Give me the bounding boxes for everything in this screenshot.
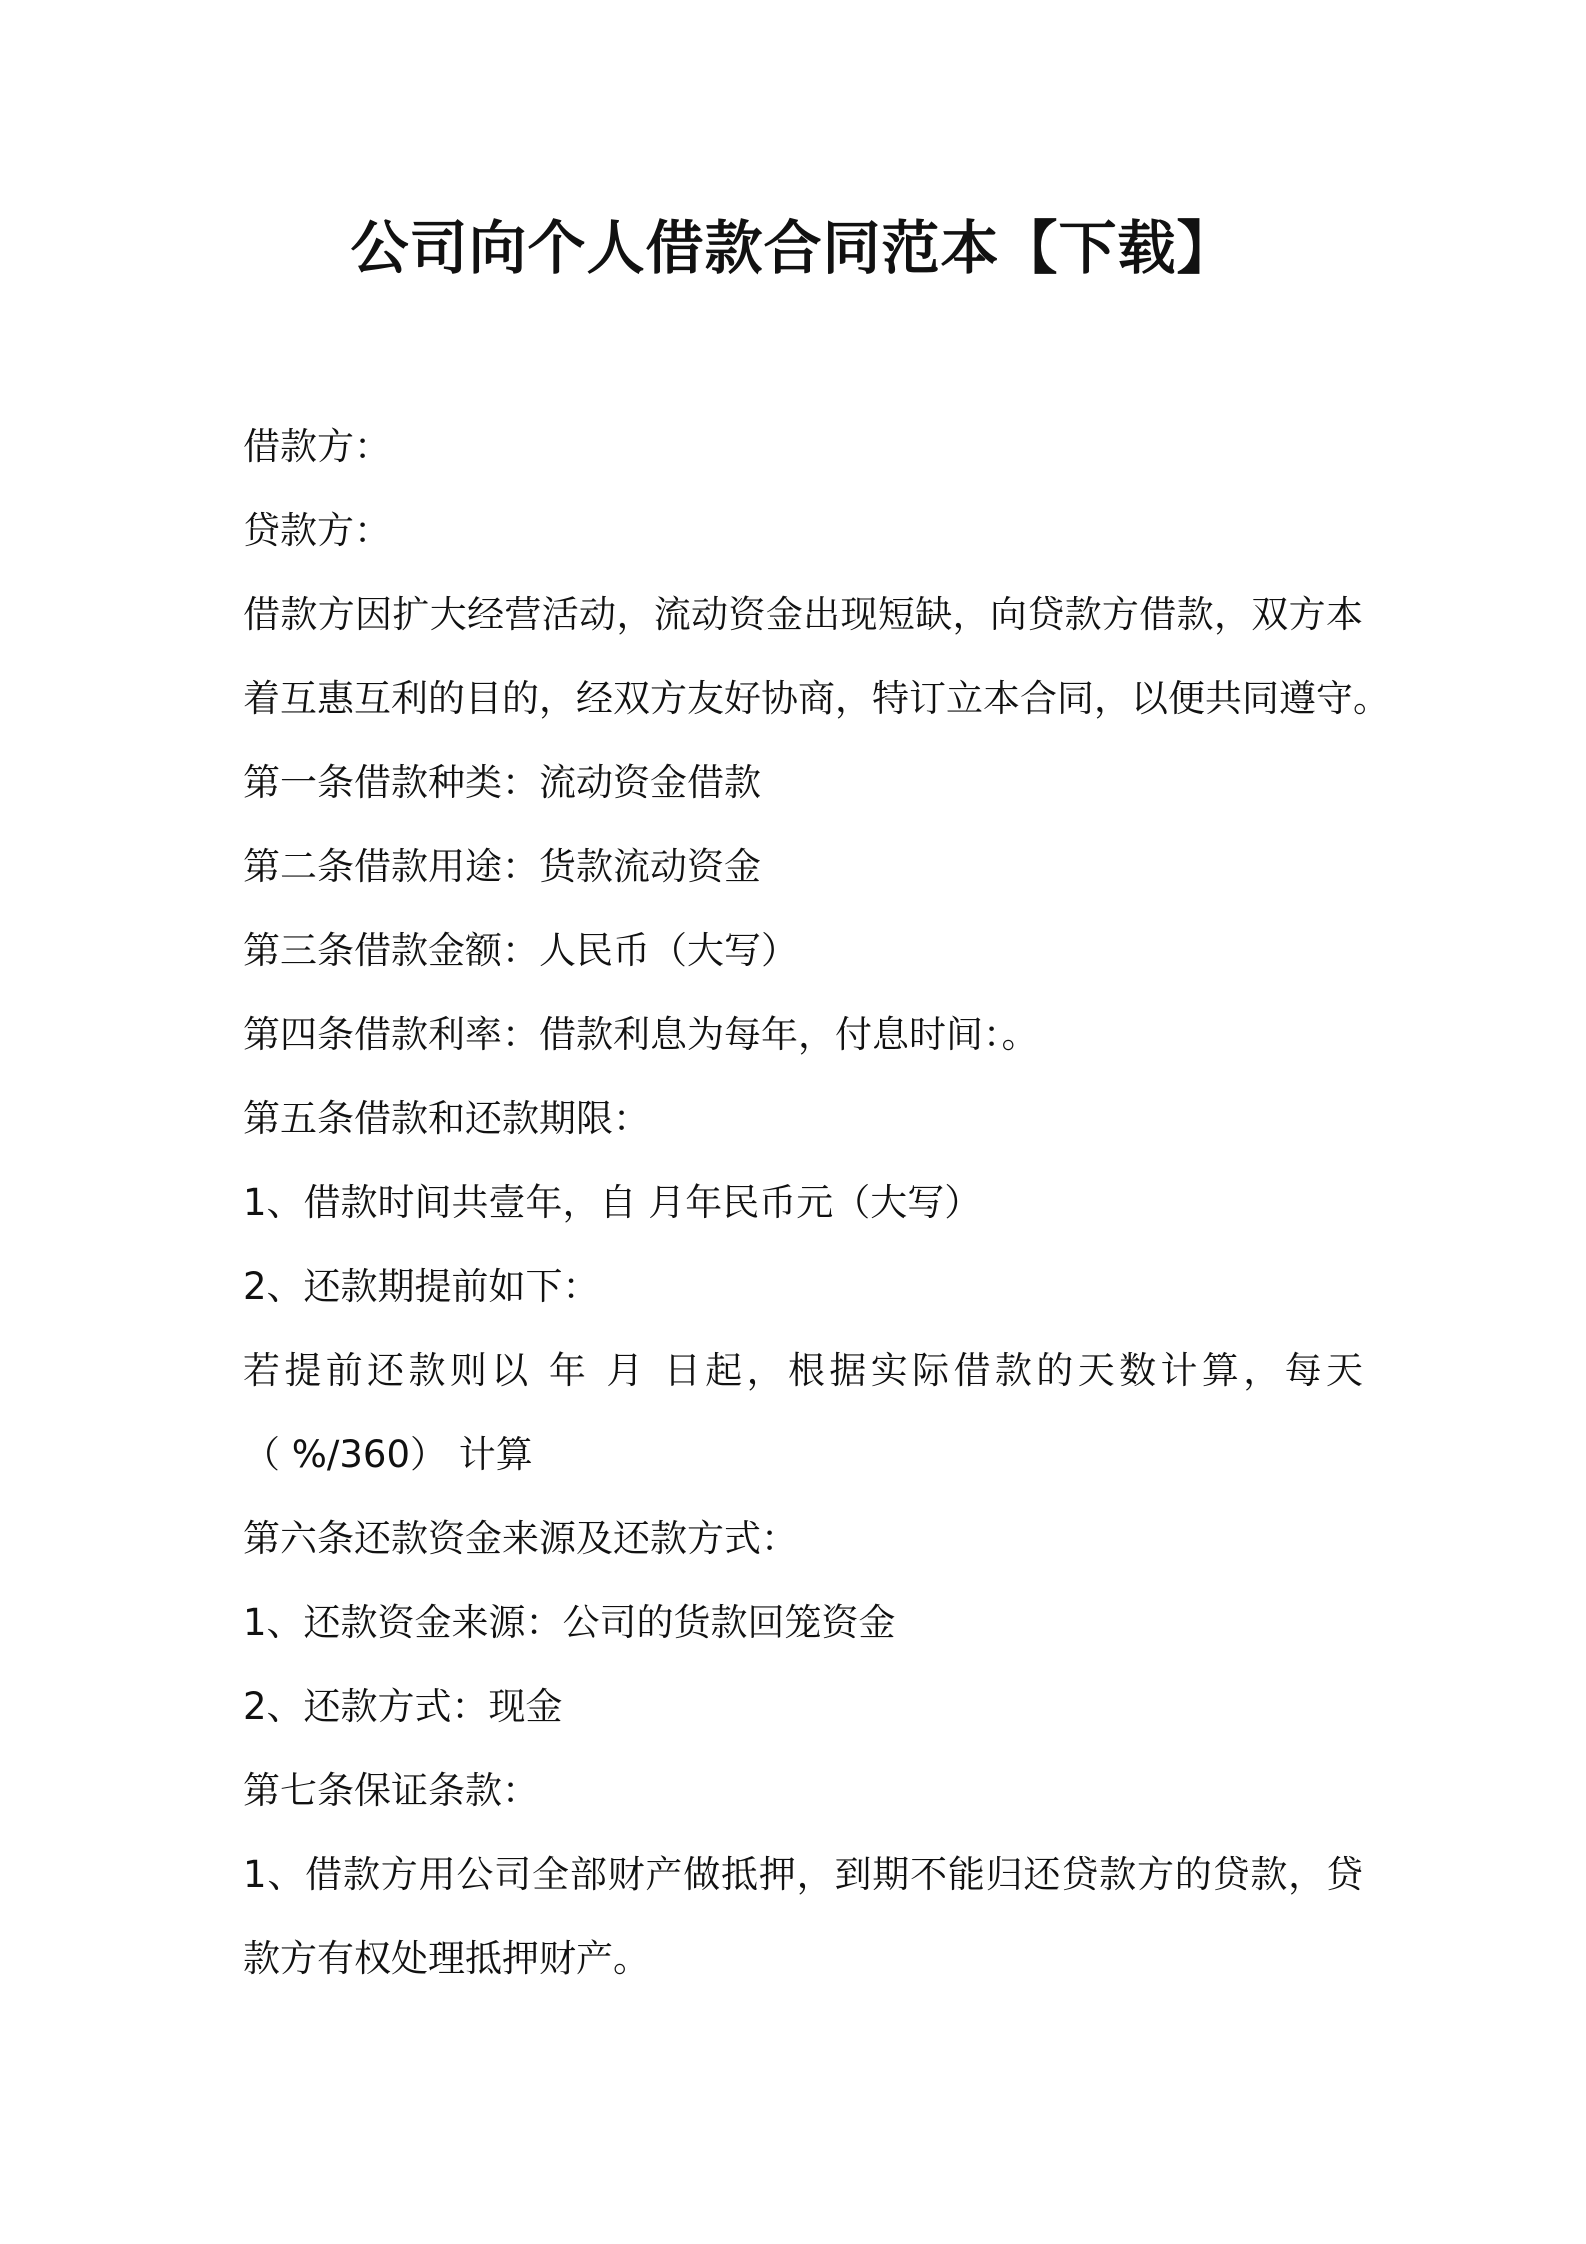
borrower-line: 借款方： (243, 425, 391, 468)
article-5-item-2: 2、还款期提前如下： (243, 1265, 600, 1308)
article-6: 第六条还款资金来源及还款方式： (243, 1517, 798, 1560)
document-body (243, 405, 1390, 2001)
article-6-item-1: 1、还款资金来源：公司的货款回笼资金 (243, 1601, 896, 1644)
article-5: 第五条借款和还款期限： (243, 1097, 650, 1140)
article-6-item-2: 2、还款方式：现金 (243, 1685, 563, 1728)
early-repayment-line-1: 若提前还款则以 年 月 日起，根据实际借款的天数计算，每天 (243, 1349, 1363, 1392)
article-2: 第二条借款用途：货款流动资金 (243, 845, 761, 888)
article-7-item-1-line-1: 1、借款方用公司全部财产做抵押，到期不能归还贷款方的贷款，贷 (243, 1853, 1363, 1896)
article-7: 第七条保证条款： (243, 1769, 539, 1812)
article-5-item-1: 1、借款时间共壹年，自 月年民币元（大写） (243, 1181, 982, 1224)
article-4: 第四条借款利率：借款利息为每年，付息时间：。 (243, 1013, 1039, 1056)
preamble-line-2: 着互惠互利的目的，经双方友好协商，特订立本合同，以便共同遵守。 (243, 677, 1390, 720)
article-3: 第三条借款金额：人民币（大写） (243, 929, 798, 972)
early-repayment-line-2: （ %/360） 计算 (243, 1433, 533, 1476)
article-7-item-1-line-2: 款方有权处理抵押财产。 (243, 1937, 650, 1980)
document-title: 公司向个人借款合同范本【下载】 (350, 214, 1236, 282)
lender-line: 贷款方： (243, 509, 391, 552)
preamble-line-1: 借款方因扩大经营活动，流动资金出现短缺，向贷款方借款，双方本 (243, 593, 1363, 636)
article-1: 第一条借款种类：流动资金借款 (243, 761, 761, 804)
